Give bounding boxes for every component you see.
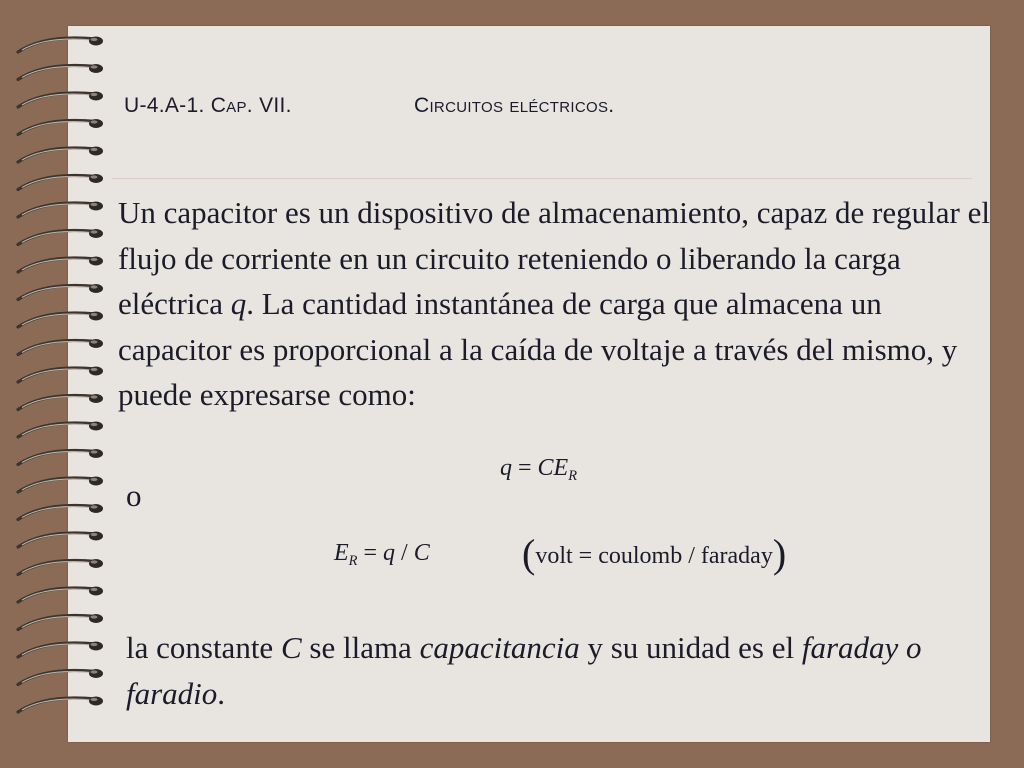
binding-ring bbox=[18, 119, 103, 135]
capacitance-symbol: C bbox=[280, 630, 302, 665]
outro-part1: la constante bbox=[126, 630, 281, 665]
outro-part3: y su unidad es el bbox=[579, 630, 802, 665]
unit-coulomb: coulomb bbox=[598, 543, 683, 569]
eq1-subscript: R bbox=[568, 468, 578, 485]
course-code: U-4.A-1. Cap. VII. bbox=[124, 94, 292, 117]
intro-paragraph bbox=[118, 190, 998, 418]
outro-part2: se llama bbox=[301, 630, 420, 665]
binding-ring bbox=[18, 284, 103, 300]
outro-end: . bbox=[217, 675, 226, 711]
eq2-denominator: C bbox=[413, 540, 430, 566]
binding-ring bbox=[18, 394, 103, 410]
binding-ring bbox=[18, 229, 103, 245]
header-divider bbox=[112, 178, 972, 179]
unit-equals: = bbox=[578, 543, 593, 569]
eq2-subscript: R bbox=[348, 553, 358, 570]
eq1-rhs: CE bbox=[537, 455, 569, 481]
binding-ring bbox=[18, 504, 103, 520]
unit-open-paren: ( bbox=[522, 531, 536, 576]
conclusion-paragraph bbox=[126, 625, 986, 716]
binding-ring bbox=[18, 587, 103, 603]
unit-slash: / bbox=[688, 543, 695, 569]
capacitance-term: capacitancia bbox=[419, 630, 580, 665]
binding-ring bbox=[18, 367, 103, 383]
intro-text-end: . La cantidad instantánea de carga que almacena un capacitor es proporcional a la caída de voltaje a través del mismo, y puede expresarse como: bbox=[118, 286, 958, 412]
binding-ring bbox=[18, 202, 103, 218]
binding-ring bbox=[18, 312, 103, 328]
unit-close-paren: ) bbox=[772, 531, 787, 576]
unit-faraday: faraday bbox=[700, 543, 773, 569]
binding-ring bbox=[18, 559, 103, 575]
unit-relation bbox=[522, 530, 786, 577]
binding-ring bbox=[18, 422, 103, 438]
binding-ring bbox=[18, 37, 103, 53]
binding-ring bbox=[18, 339, 103, 355]
spiral-binding bbox=[0, 0, 120, 768]
chapter-title: Circuitos eléctricos. bbox=[414, 94, 615, 117]
binding-ring bbox=[18, 532, 103, 548]
charge-equation bbox=[500, 455, 577, 485]
eq2-lhs: E bbox=[334, 540, 349, 566]
eq2-equals: = bbox=[363, 540, 378, 566]
binding-ring bbox=[18, 257, 103, 273]
binding-ring bbox=[18, 147, 103, 163]
binding-ring bbox=[18, 669, 103, 685]
voltage-equation bbox=[334, 540, 430, 570]
eq1-lhs: q bbox=[500, 455, 512, 481]
binding-ring bbox=[18, 477, 103, 493]
unit-volt: volt bbox=[535, 543, 573, 569]
binding-ring bbox=[18, 92, 103, 108]
eq2-slash: / bbox=[401, 540, 408, 566]
binding-ring bbox=[18, 614, 103, 630]
binding-ring bbox=[18, 449, 103, 465]
intro-text: Un capacitor es un dispositivo de almacenamiento, capaz de regular el flujo de corriente en un circuito reteniendo o liberando la carga eléctrica bbox=[118, 195, 990, 321]
eq2-numerator: q bbox=[383, 540, 396, 566]
conjunction-text: o bbox=[126, 478, 142, 513]
charge-symbol: q bbox=[230, 286, 247, 321]
binding-ring bbox=[18, 64, 103, 80]
binding-ring bbox=[18, 697, 103, 713]
eq1-equals: = bbox=[518, 455, 532, 481]
binding-ring bbox=[18, 642, 103, 658]
binding-ring bbox=[18, 174, 103, 190]
unit-names: faraday o faradio bbox=[126, 630, 922, 711]
